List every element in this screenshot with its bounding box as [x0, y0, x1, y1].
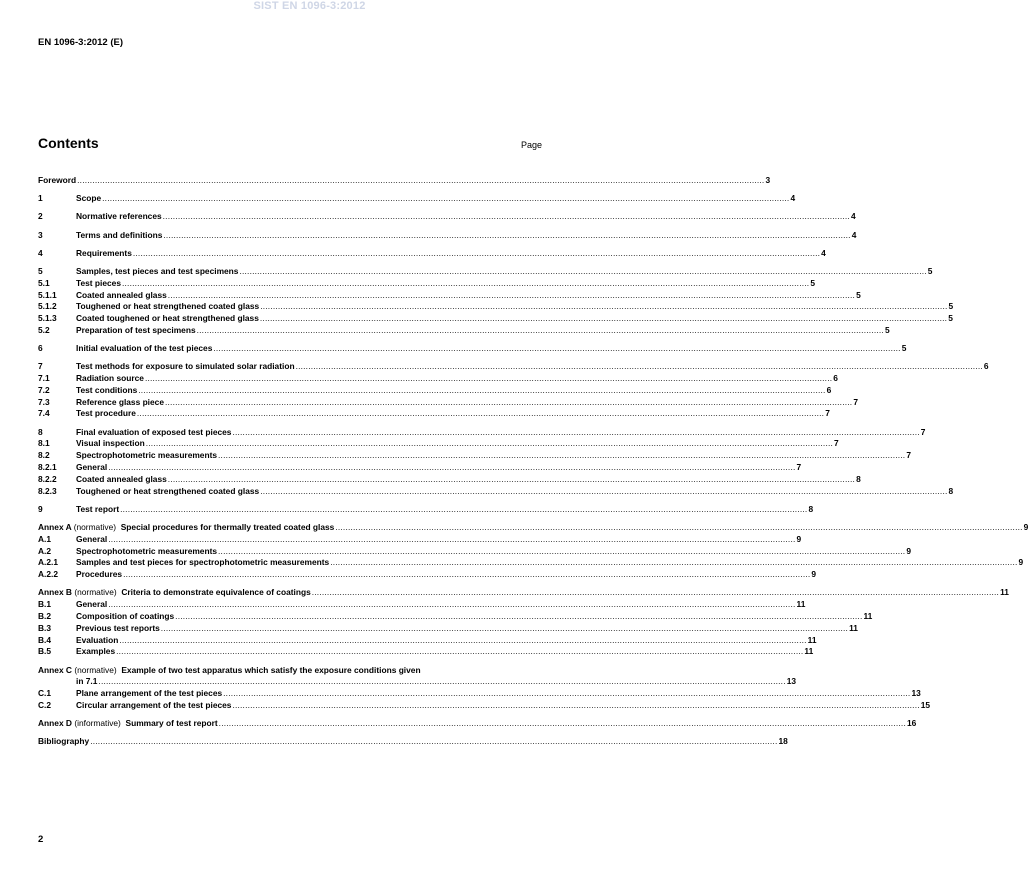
- page-title: Contents: [38, 135, 99, 151]
- annex-label: Annex A: [38, 522, 72, 533]
- document-id: EN 1096-3:2012 (E): [38, 37, 124, 48]
- leader-dots: [98, 676, 785, 688]
- toc-entry-number: 7.4: [38, 408, 50, 419]
- toc-entry-page: 8: [948, 485, 954, 496]
- toc-entry-page: 7: [853, 396, 858, 407]
- toc-entry-title: Requirements: [76, 247, 132, 258]
- toc-entry-number: 2: [38, 211, 43, 222]
- toc-entry-title: Final evaluation of exposed test pieces: [76, 426, 232, 437]
- toc-entry-page: 3: [765, 175, 771, 185]
- leader-dots: [77, 175, 764, 187]
- leader-dots: [145, 373, 832, 385]
- toc-entry[interactable]: [38, 569, 817, 581]
- toc-entry-page: 6: [833, 373, 838, 384]
- toc-entry[interactable]: [38, 324, 890, 337]
- toc-entry-title: Evaluation: [76, 634, 119, 645]
- toc-entry-title: Terms and definitions: [76, 229, 163, 240]
- toc-entry-title: Visual inspection: [76, 438, 145, 449]
- toc-entry-page: 7: [906, 450, 912, 461]
- toc-entry[interactable]: [38, 361, 989, 373]
- toc-entry-number: 8.2.3: [38, 485, 57, 496]
- toc-entry[interactable]: [38, 450, 912, 462]
- toc-entry[interactable]: [38, 599, 806, 611]
- toc-entry[interactable]: [38, 533, 802, 546]
- leader-dots: [123, 569, 810, 581]
- toc-entry[interactable]: [38, 503, 814, 516]
- toc-entry-title: Spectrophotometric measurements: [76, 545, 218, 556]
- leader-dots: [168, 290, 855, 302]
- toc-entry-page: 7: [796, 462, 802, 473]
- leader-dots: [108, 599, 795, 611]
- toc-entry[interactable]: [38, 229, 857, 242]
- toc-entry-page: 4: [851, 229, 857, 240]
- toc-entry-title: Test report: [76, 503, 120, 514]
- toc-entry-number: A.2.2: [38, 569, 59, 580]
- page-column-label: Page: [521, 140, 543, 150]
- toc-entry-title: Initial evaluation of the test pieces: [76, 343, 213, 354]
- toc-entry-page: 11: [807, 634, 817, 645]
- toc-entry-number: 7.2: [38, 384, 50, 395]
- toc-entry-title: Procedures: [76, 569, 123, 580]
- toc-entry-number: 7.1: [38, 373, 50, 384]
- toc-entry-number: B.1: [38, 599, 52, 610]
- toc-entry-page: 15: [920, 699, 931, 710]
- leader-dots: [161, 623, 848, 635]
- toc-entry-title: Coated toughened or heat strengthened glass: [76, 313, 259, 324]
- toc-entry-page: 5: [927, 265, 933, 276]
- toc-entry-number: 5.1.2: [38, 301, 57, 312]
- toc-entry-title: Reference glass piece: [76, 396, 164, 407]
- toc-entry-number: A.2.1: [38, 557, 59, 568]
- toc-entry-page: 9: [796, 533, 802, 544]
- leader-dots: [232, 427, 919, 439]
- watermark: SIST EN 1096-3:2012: [253, 0, 366, 12]
- leader-dots: [213, 343, 900, 355]
- toc-entry[interactable]: [38, 277, 815, 290]
- leader-dots: [219, 718, 906, 730]
- leader-dots: [108, 462, 795, 474]
- toc-entry-number: 5.1.1: [38, 289, 57, 300]
- toc-entry[interactable]: [38, 622, 858, 635]
- toc-entry-page: 11: [796, 599, 806, 610]
- toc-entry-title: General: [76, 599, 108, 610]
- toc-entry-title: General: [76, 462, 108, 473]
- toc-entry[interactable]: [38, 313, 953, 325]
- toc-entry-title: Coated annealed glass: [76, 289, 167, 300]
- annex-label: Annex C: [38, 664, 72, 675]
- leader-dots: [335, 522, 1022, 534]
- toc-entry-page: 4: [790, 193, 796, 204]
- toc-entry-page: 5: [948, 313, 953, 324]
- toc-entry[interactable]: [38, 462, 802, 474]
- toc-entry-page: 7: [825, 408, 830, 419]
- toc-entry-title: Test methods for exposure to simulated solar radiation: [76, 361, 295, 372]
- toc-annex-entry[interactable]: [38, 718, 917, 730]
- leader-dots: [232, 700, 919, 712]
- leader-dots: [218, 450, 905, 462]
- toc-entry-number: 7.3: [38, 396, 50, 407]
- toc-entry-number: 9: [38, 503, 43, 514]
- toc-entry-number: 8: [38, 426, 43, 437]
- toc-entry-title: Radiation source: [76, 373, 144, 384]
- toc-entry-page: 5: [856, 289, 861, 300]
- toc-entry-number: 5.1: [38, 277, 50, 288]
- leader-dots: [239, 266, 926, 278]
- toc-entry-page: 9: [1023, 522, 1028, 533]
- toc-entry[interactable]: [38, 301, 954, 313]
- toc-entry-page: 9: [1018, 557, 1024, 568]
- leader-dots: [330, 557, 1017, 569]
- toc-entry[interactable]: [38, 438, 839, 450]
- toc-entry-number: 8.2.1: [38, 462, 57, 473]
- toc-entry-title: Summary of test report: [125, 718, 218, 729]
- toc-entry[interactable]: [38, 373, 838, 385]
- leader-dots: [116, 646, 803, 658]
- leader-dots: [260, 486, 947, 498]
- toc-entry[interactable]: [38, 545, 912, 558]
- leader-dots: [133, 248, 820, 260]
- annex-kind: (informative): [74, 718, 121, 729]
- leader-dots: [312, 587, 999, 599]
- leader-dots: [260, 301, 947, 313]
- toc-entry-page: 18: [778, 736, 788, 747]
- toc-entry[interactable]: [38, 611, 873, 623]
- leader-dots: [175, 611, 862, 623]
- toc-entry-title: Test pieces: [76, 277, 121, 288]
- toc-entry-page: 4: [850, 211, 856, 222]
- leader-dots: [138, 385, 825, 397]
- toc-entry-title: Samples and test pieces for spectrophotometric measurements: [76, 557, 330, 568]
- leader-dots: [108, 534, 795, 546]
- toc-entry-number: B.3: [38, 622, 52, 633]
- toc-entry-title: Plane arrangement of the test pieces: [76, 688, 223, 699]
- toc-entry[interactable]: [38, 485, 954, 498]
- toc-entry-page: 9: [906, 545, 912, 556]
- toc-entry[interactable]: [38, 193, 796, 205]
- toc-entry-foreword[interactable]: [38, 175, 771, 187]
- toc-entry-number: 5.1.3: [38, 313, 57, 324]
- toc-entry-bibliography[interactable]: [38, 736, 788, 748]
- toc-entry-page: 6: [983, 361, 989, 372]
- toc-entry-page: 5: [884, 324, 890, 335]
- leader-dots: [122, 278, 809, 290]
- toc-entry-page: 6: [826, 384, 832, 395]
- toc-entry-page: 11: [863, 611, 873, 621]
- toc-entry[interactable]: [38, 634, 817, 647]
- toc-entry-title: Composition of coatings: [76, 611, 175, 621]
- leader-dots: [260, 313, 947, 325]
- leader-dots: [218, 546, 905, 558]
- toc-entry-page: 5: [810, 277, 815, 288]
- toc-entry-title: Examples: [76, 646, 116, 657]
- toc-entry-page: 7: [920, 426, 926, 437]
- toc-entry-page: 8: [856, 473, 861, 484]
- toc-entry-number: B.4: [38, 634, 52, 645]
- leader-dots: [120, 504, 807, 516]
- toc-entry-title: Previous test reports: [76, 622, 160, 633]
- toc-entry-number: 6: [38, 343, 43, 354]
- toc-entry-title: Special procedures for thermally treated coated glass: [120, 522, 335, 533]
- toc-entry-page: 13: [786, 676, 797, 687]
- toc-entry-number: 3: [38, 229, 43, 240]
- leader-dots: [296, 361, 983, 373]
- toc-entry-number: A.1: [38, 533, 52, 544]
- annex-kind: (normative): [74, 587, 117, 598]
- toc-annex-entry[interactable]: [38, 587, 1009, 599]
- toc-entry-page: 11: [804, 646, 814, 657]
- toc-entry-number: 5: [38, 265, 43, 276]
- toc-entry-number: C.1: [38, 688, 52, 699]
- toc-entry-title: Foreword: [38, 175, 77, 185]
- toc-entry-number: 5.2: [38, 324, 50, 335]
- toc-entry-title: General: [76, 533, 108, 544]
- annex-kind: (normative): [74, 664, 117, 675]
- leader-dots: [146, 438, 833, 450]
- toc-entry[interactable]: [38, 408, 830, 420]
- toc-entry-title: Test procedure: [76, 408, 136, 419]
- toc-annex-entry[interactable]: [38, 522, 1028, 534]
- toc-entry[interactable]: [38, 343, 907, 355]
- toc-entry[interactable]: [38, 557, 1024, 569]
- toc-entry-number: B.2: [38, 611, 52, 621]
- toc-entry-title: Spectrophotometric measurements: [76, 450, 218, 461]
- toc-entry-page: 8: [808, 503, 814, 514]
- toc-entry-title: Preparation of test specimens: [76, 324, 196, 335]
- leader-dots: [223, 688, 910, 700]
- leader-dots: [168, 474, 855, 486]
- annex-kind: (normative): [73, 522, 117, 533]
- toc-entry-title: Bibliography: [38, 736, 90, 747]
- annex-label: Annex D: [38, 718, 72, 729]
- toc-entry-title-continued: in 7.1: [76, 676, 98, 687]
- toc-entry-number: A.2: [38, 545, 52, 556]
- toc-entry-title: Example of two test apparatus which satisfy the exposure conditions given: [121, 664, 421, 675]
- toc-entry-title: Samples, test pieces and test specimens: [76, 265, 239, 276]
- toc-entry-page: 5: [948, 301, 954, 312]
- leader-dots: [163, 211, 850, 223]
- toc-entry-number: B.5: [38, 646, 52, 657]
- toc-entry-page: 5: [901, 343, 907, 354]
- toc-entry-title: Test conditions: [76, 384, 138, 395]
- toc-entry[interactable]: [38, 688, 921, 700]
- leader-dots: [102, 193, 789, 205]
- toc-entry-number: 1: [38, 193, 43, 204]
- leader-dots: [137, 408, 824, 420]
- toc-entry[interactable]: [38, 247, 826, 260]
- toc-entry[interactable]: [38, 265, 933, 278]
- toc-entry-title: Normative references: [76, 211, 162, 222]
- toc-entry-number: 8.2.2: [38, 473, 57, 484]
- toc-entry[interactable]: [38, 384, 832, 397]
- leader-dots: [90, 736, 777, 748]
- toc-entry-page: 4: [821, 247, 826, 258]
- toc-entry-number: C.2: [38, 699, 52, 710]
- toc-entry[interactable]: [38, 473, 861, 486]
- toc-entry[interactable]: [38, 699, 931, 712]
- toc-entry[interactable]: [38, 646, 814, 658]
- toc-entry-title: Toughened or heat strengthened coated glass: [76, 301, 260, 312]
- toc-entry-page: 11: [849, 622, 858, 633]
- toc-entry[interactable]: [38, 289, 861, 302]
- toc-entry-page: 7: [834, 438, 839, 449]
- toc-entry-continuation[interactable]: [38, 676, 797, 688]
- toc-entry-title: Coated annealed glass: [76, 473, 167, 484]
- toc-annex-entry[interactable]: [38, 665, 545, 677]
- toc-entry-page: 11: [1000, 587, 1009, 598]
- table-of-contents: [38, 175, 1028, 748]
- page-number: 2: [38, 834, 44, 845]
- toc-entry-number: 8.2: [38, 450, 50, 461]
- toc-entry-number: 4: [38, 247, 43, 258]
- toc-entry[interactable]: [38, 211, 856, 223]
- toc-entry-title: Circular arrangement of the test pieces: [76, 699, 232, 710]
- leader-dots: [119, 635, 806, 647]
- toc-entry[interactable]: [38, 396, 858, 409]
- toc-entry-number: 8.1: [38, 438, 50, 449]
- leader-dots: [163, 230, 850, 242]
- toc-entry-title: Scope: [76, 193, 102, 204]
- toc-entry-title: Criteria to demonstrate equivalence of coatings: [121, 587, 311, 598]
- toc-entry-page: 16: [906, 718, 917, 729]
- toc-entry-title: Toughened or heat strengthened coated glass: [76, 485, 260, 496]
- toc-entry-page: 9: [811, 569, 817, 580]
- toc-entry-page: 13: [911, 688, 921, 699]
- annex-label: Annex B: [38, 587, 72, 598]
- toc-entry[interactable]: [38, 426, 926, 439]
- toc-entry-number: 7: [38, 361, 43, 372]
- leader-dots: [165, 397, 852, 409]
- leader-dots: [197, 325, 884, 337]
